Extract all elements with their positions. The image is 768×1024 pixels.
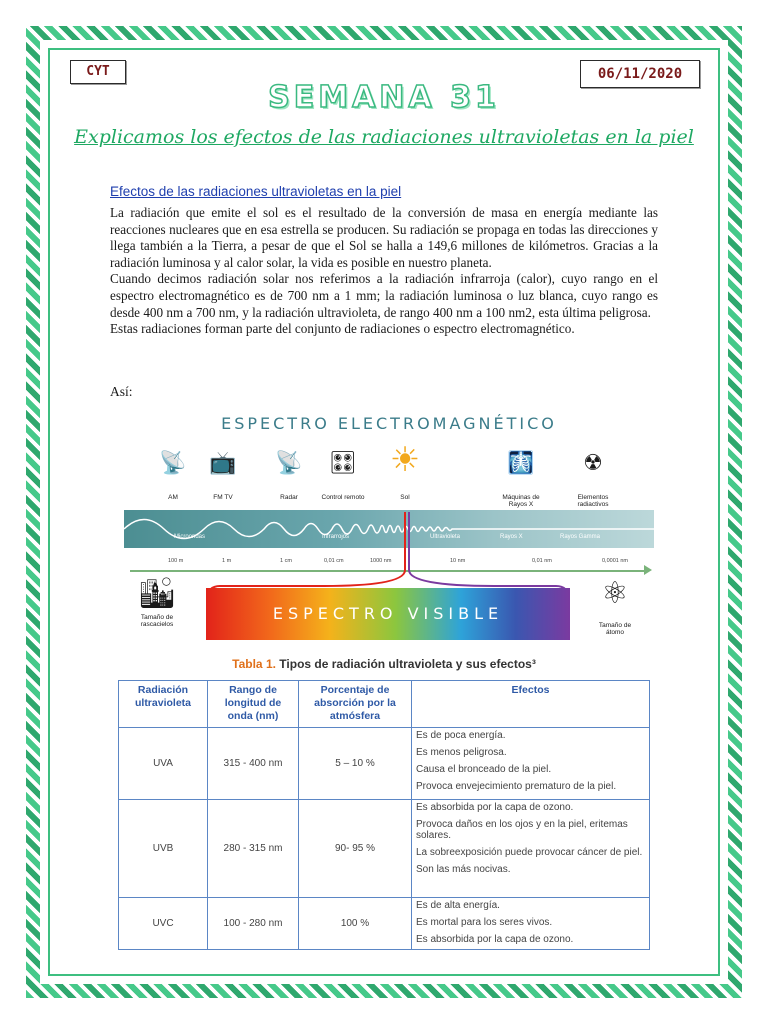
- body-text: [110, 205, 658, 338]
- paragraph-1: La radiación que emite el sol es el resultado de la conversión de masa en energía mediante las reacciones nucleares que en esa estrella se producen. Su radiación se propaga en todas las direcciones y llega también a la Tierra, a pesar de que el Sol se halla a 149,6 millones de kilómetros. Gracias a la radiación luminosa y al calor solar, la vida es posible en nuestro planeta.: [110, 205, 658, 270]
- effect-item: Es absorbida por la capa de ozono.: [416, 802, 574, 813]
- icon-label-sol: Sol: [400, 494, 410, 501]
- cell-absorption: 5 – 10 %: [299, 728, 412, 800]
- band-rayos-gamma: Rayos Gamma: [560, 534, 601, 540]
- cell-range: 100 - 280 nm: [208, 898, 299, 950]
- remote-icon: 🎛: [329, 450, 357, 475]
- tv-icon: 📺: [209, 450, 237, 475]
- course-tag: CYT: [70, 60, 126, 84]
- scale-1cm: 1 cm: [280, 558, 292, 564]
- header-porcentaje: Porcentaje de absorción por la atmósfera: [299, 681, 412, 728]
- scale-100m: 100 m: [168, 558, 184, 564]
- date-tag: 06/11/2020: [580, 60, 700, 88]
- table-caption: [0, 657, 768, 671]
- effect-item: Es mortal para los seres vivos.: [416, 917, 553, 928]
- cell-effects: [412, 898, 650, 950]
- scale-001nm: 0,01 nm: [532, 558, 552, 564]
- effect-item: Es menos peligrosa.: [416, 747, 507, 758]
- table-row: [119, 728, 650, 800]
- table-header-row: [119, 681, 650, 728]
- cell-type: UVA: [119, 728, 208, 800]
- header-efectos: Efectos: [412, 681, 650, 728]
- paragraph-2: Cuando decimos radiación solar nos referimos a la radiación infrarroja (calor), cuyo rango en el espectro electromagnético es de 700 nm a 1 mm; la radiación luminosa o luz blanca, cuyo rango es desde 400 nm a 700 nm, y la radiación ultravioleta, de rango 400 nm a 100 nm2, esta última peligrosa.: [110, 271, 658, 320]
- effect-item: Es absorbida por la capa de ozono.: [416, 934, 574, 945]
- band-rayos-x: Rayos X: [500, 534, 523, 540]
- paragraph-3: Estas radiaciones forman parte del conjunto de radiaciones o espectro electromagnético.: [110, 321, 575, 337]
- effect-item: Provoca daños en los ojos y en la piel, eritemas solares.: [416, 819, 628, 841]
- uv-table: [118, 680, 650, 950]
- scale-10nm: 10 nm: [450, 558, 466, 564]
- atom-icon: ⚛: [601, 577, 629, 610]
- scale-1m: 1 m: [222, 558, 232, 564]
- icon-label-radar: Radar: [280, 494, 298, 501]
- cell-range: 315 - 400 nm: [208, 728, 299, 800]
- xray-icon: 🩻: [507, 450, 535, 475]
- cell-absorption: 100 %: [299, 898, 412, 950]
- antenna-icon: 📡: [159, 450, 187, 475]
- effect-item: Causa el bronceado de la piel.: [416, 764, 552, 775]
- table-row: [119, 800, 650, 898]
- effect-item: La sobreexposición puede provocar cáncer de piel.: [416, 847, 643, 858]
- scale-00001nm: 0,0001 nm: [602, 558, 628, 564]
- icon-label-remote: Control remoto: [321, 494, 365, 501]
- cell-effects: [412, 728, 650, 800]
- effect-item: Es de alta energía.: [416, 900, 500, 911]
- week-title: SEMANA 31: [268, 80, 500, 115]
- section-heading: Efectos de las radiaciones ultravioletas en la piel: [110, 184, 402, 199]
- radioactive-icon: ☢: [583, 450, 603, 475]
- icon-label-radioactive: Elementos radiactivos: [577, 494, 609, 508]
- cell-effects: [412, 800, 650, 898]
- skyscraper-icon: 🏙: [137, 577, 177, 610]
- cell-absorption: 90- 95 %: [299, 800, 412, 898]
- header-rango: Rango de longitud de onda (nm): [208, 681, 299, 728]
- radar-icon: 📡: [275, 450, 303, 475]
- icon-label-fm-tv: FM TV: [213, 494, 233, 501]
- spectrum-figure: [124, 402, 654, 654]
- icon-label-xray: Máquinas de Rayos X: [502, 494, 540, 508]
- header-radiacion: Radiación ultravioleta: [119, 681, 208, 728]
- lesson-subtitle: Explicamos los efectos de las radiaciones ultravioletas en la piel: [74, 126, 694, 148]
- effect-item: Provoca envejecimiento prematuro de la piel.: [416, 781, 617, 792]
- label-rascacielos: Tamaño de rascacielos: [140, 614, 174, 628]
- table-row: [119, 898, 650, 950]
- band-infrarrojos: Infrarrojos: [322, 534, 350, 540]
- asi-label: Así:: [110, 384, 133, 399]
- table-caption-text: Tipos de radiación ultravioleta y sus efectos³: [279, 657, 536, 671]
- cell-type: UVB: [119, 800, 208, 898]
- sun-icon: ☀: [389, 442, 421, 479]
- icon-label-am: AM: [168, 494, 178, 501]
- band-microondas: Microondas: [174, 534, 206, 540]
- effect-item: Son las más nocivas.: [416, 864, 511, 875]
- cell-type: UVC: [119, 898, 208, 950]
- visible-spectrum-bar: ESPECTRO VISIBLE: [206, 588, 570, 640]
- effect-item: Es de poca energía.: [416, 730, 506, 741]
- table-caption-number: Tabla 1.: [232, 657, 276, 671]
- cell-range: 280 - 315 nm: [208, 800, 299, 898]
- band-ultravioleta: Ultravioleta: [430, 534, 461, 540]
- label-atomo: Tamaño de átomo: [598, 622, 632, 636]
- scale-001cm: 0,01 cm: [324, 558, 344, 564]
- scale-1000nm: 1000 nm: [370, 558, 392, 564]
- spectrum-title: ESPECTRO ELECTROMAGNÉTICO: [221, 414, 557, 433]
